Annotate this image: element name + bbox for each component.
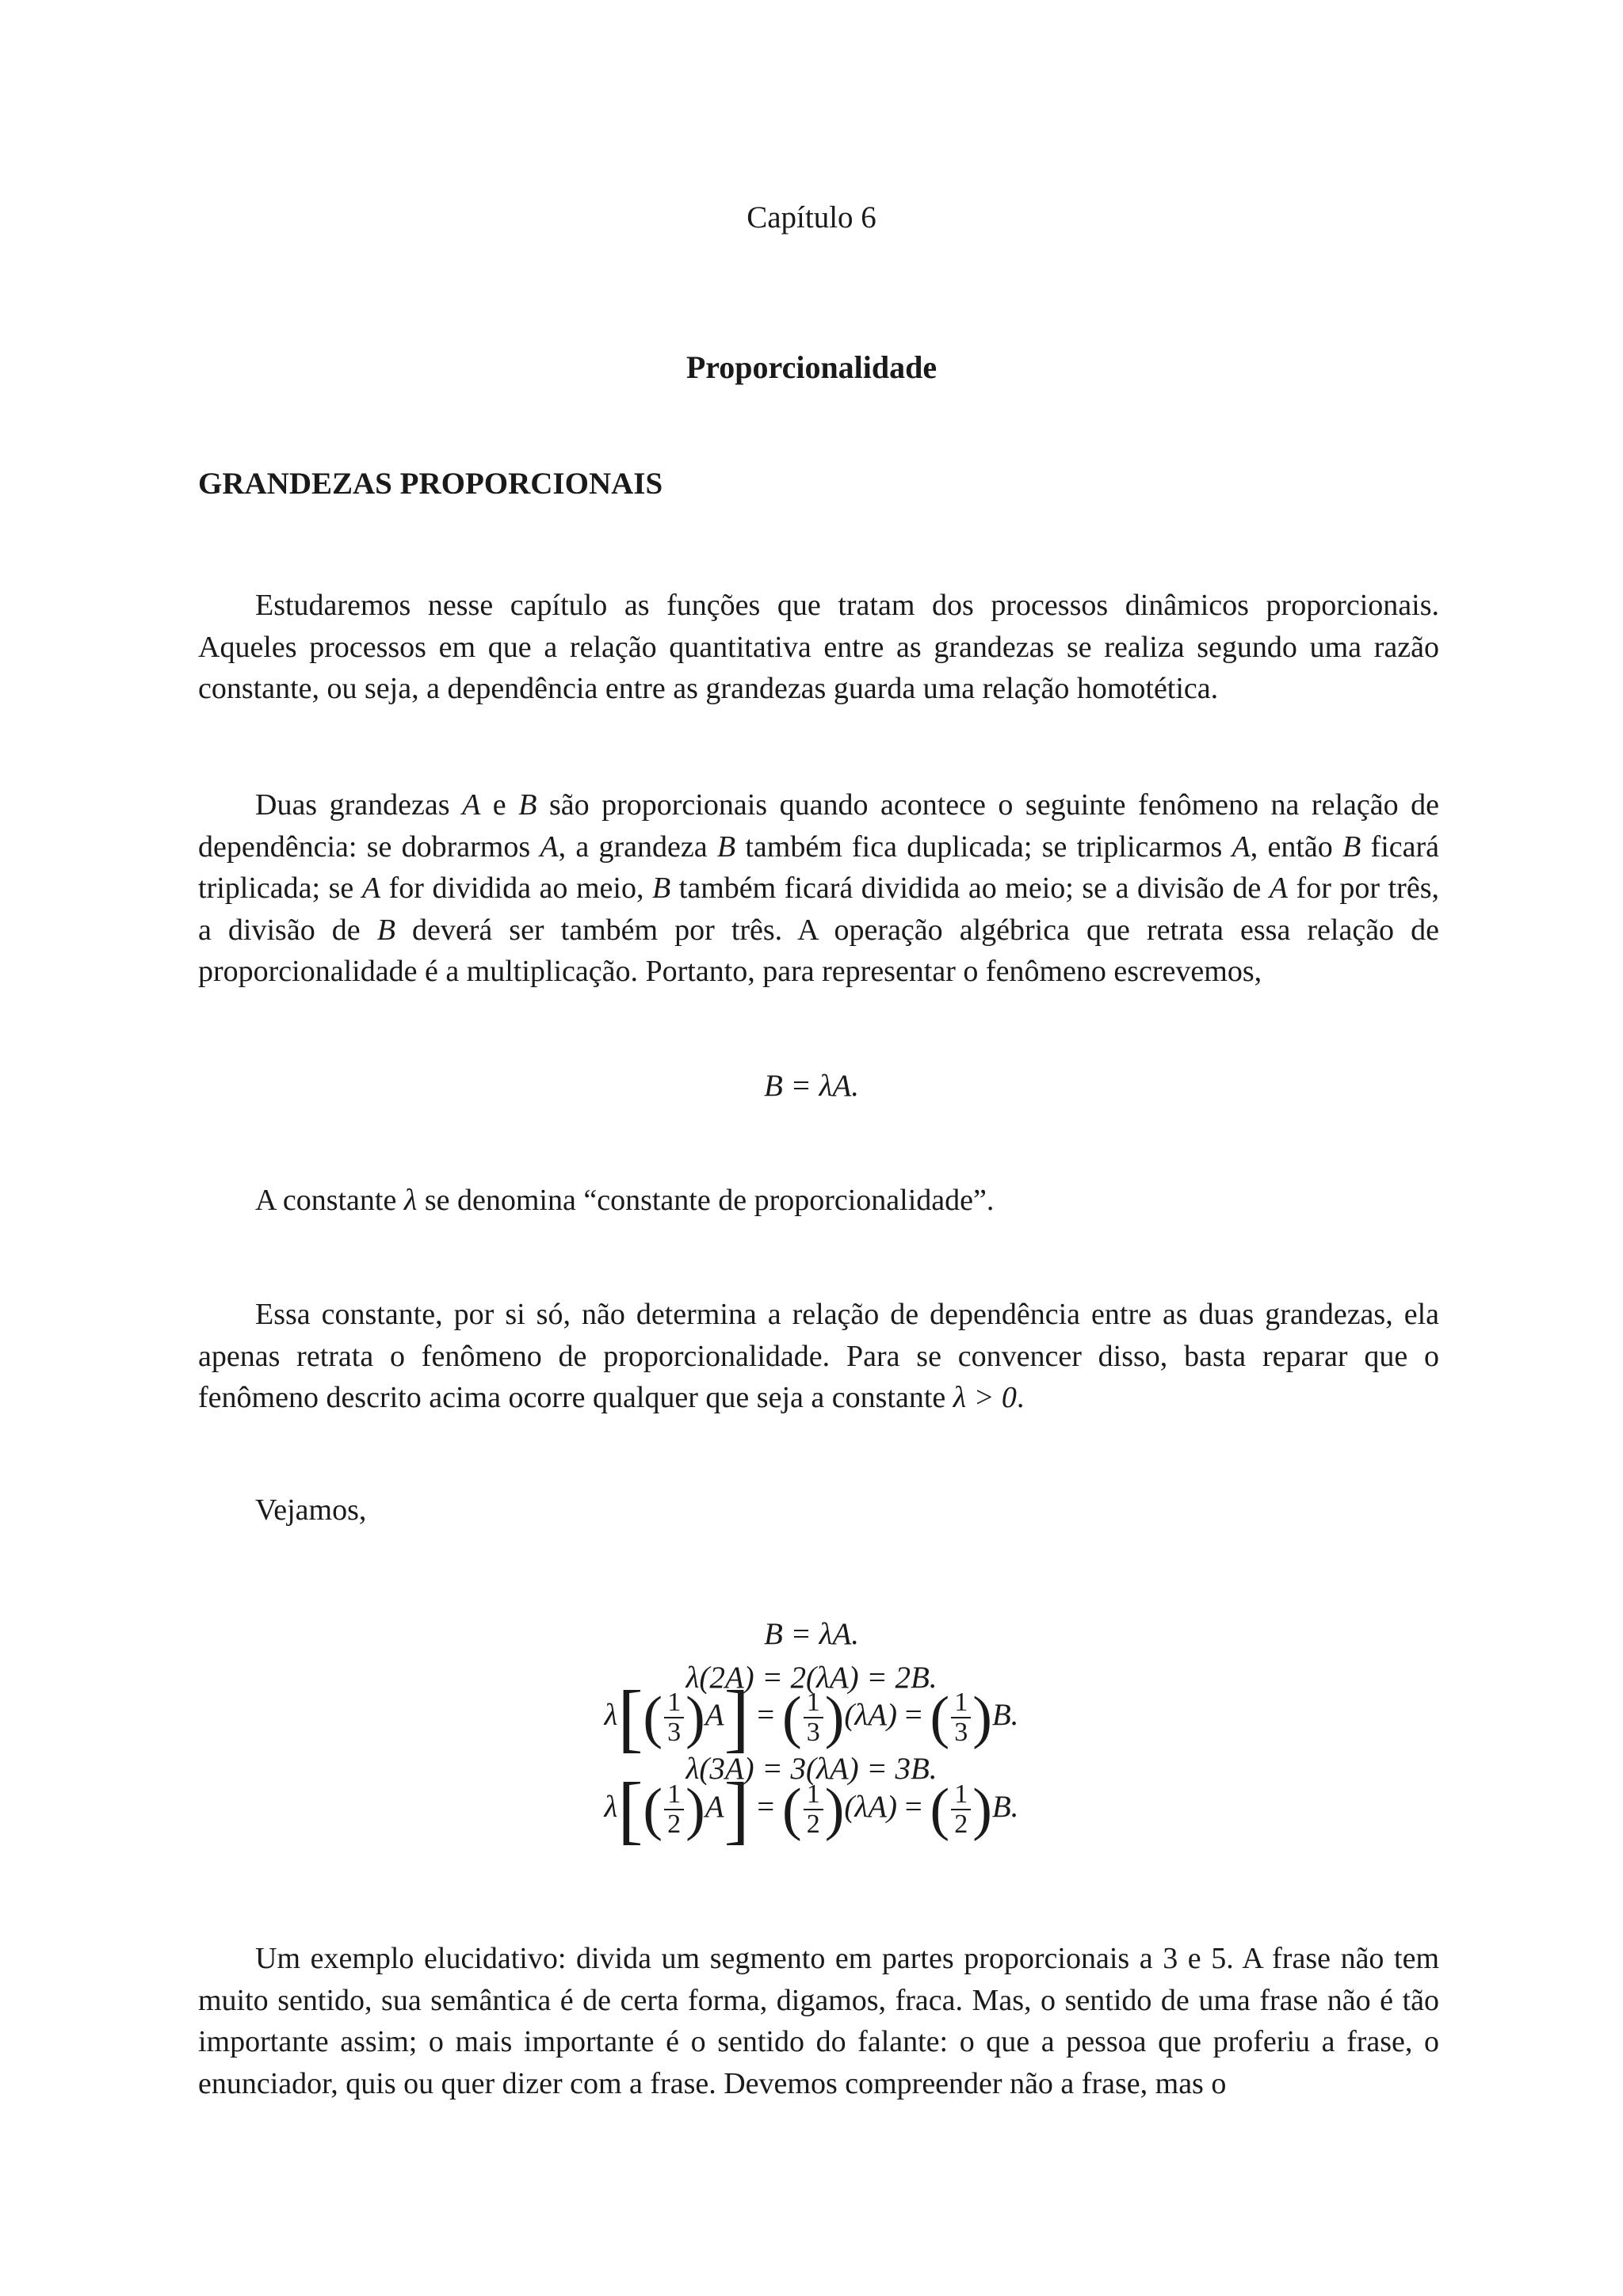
equation-5: λ[( $\frac{1}{2}$ )A] = ( $\frac{1}{2}$ )(λA) = ( $\frac{1}{2}$ )B. — [604, 1767, 1019, 1852]
paragraph-constant: A constante λ se denomina “constante de proporcionalidade”. — [255, 1184, 995, 1217]
paragraph-note: Essa constante, por si só, não determina a relação de dependência entre as duas grandezas, ela apenas retrata o fenômeno de proporcionalidade. Para se convencer disso, basta reparar que o fenômeno descrito acima ocorre qualquer que seja a constante λ > 0. — [198, 1298, 1439, 1414]
paragraph-vejamos: Vejamos, — [255, 1493, 367, 1527]
fraction: $\frac{1}{2}$ — [664, 1780, 684, 1839]
paragraph-example: Um exemplo elucidativo: divida um segmento em partes proporcionais a 3 e 5. A frase não tem muito sentido, sua semântica é de certa forma, digamos, fraca. Mas, o sentido de uma frase não é tão importante assim; o mais importante é o sentido do falante: o que a pessoa que proferiu a frase, o enunciador, quis ou quer dizer com a frase. Devemos compreender não a frase, mas o — [198, 1942, 1439, 2100]
chapter-heading: Capítulo 6 — [747, 200, 876, 235]
paragraph-definition: Duas grandezas A e B são proporcionais quando acontece o seguinte fenômeno na relação de dependência: se dobrarmos A, a grandeza B também fica duplicada; se triplicarmos A, então B ficará triplicada; se A for dividida ao meio, B também ficará dividida ao meio; se a divisão de A for por três, a divisão de B deverá ser também por três. A operação algébrica que retrata essa relação de proporcionalidade é a multiplicação. Portanto, para representar o fenômeno escrevemos, — [198, 788, 1440, 988]
chapter-title: Proporcionalidade — [685, 349, 938, 385]
equation-1: B = λA. — [763, 1617, 860, 1651]
fraction: $\frac{1}{3}$ — [951, 1688, 971, 1747]
fraction: $\frac{1}{2}$ — [951, 1780, 971, 1839]
equation-2: λ(2A) = 2(λA) = 2B. — [685, 1661, 938, 1695]
fraction: $\frac{1}{2}$ — [804, 1780, 823, 1839]
equation-4: λ(3A) = 3(λA) = 3B. — [685, 1752, 938, 1786]
fraction: $\frac{1}{3}$ — [804, 1688, 823, 1747]
paragraph-intro: Estudaremos nesse capítulo as funções que tratam dos processos dinâmicos proporcionais. Aqueles processos em que a relação quantitativa entre as grandezas se realiza segundo uma razão constante, ou seja, a dependência entre as grandezas guarda uma relação homotética. — [198, 589, 1439, 705]
equation-main: B = λA. — [763, 1069, 860, 1103]
section-heading: GRANDEZAS PROPORCIONAIS — [198, 467, 663, 501]
equation-3: λ[( $\frac{1}{3}$ )A] = ( $\frac{1}{3}$ )(λA) = ( $\frac{1}{3}$ )B. — [604, 1675, 1019, 1760]
fraction: $\frac{1}{3}$ — [664, 1688, 684, 1747]
